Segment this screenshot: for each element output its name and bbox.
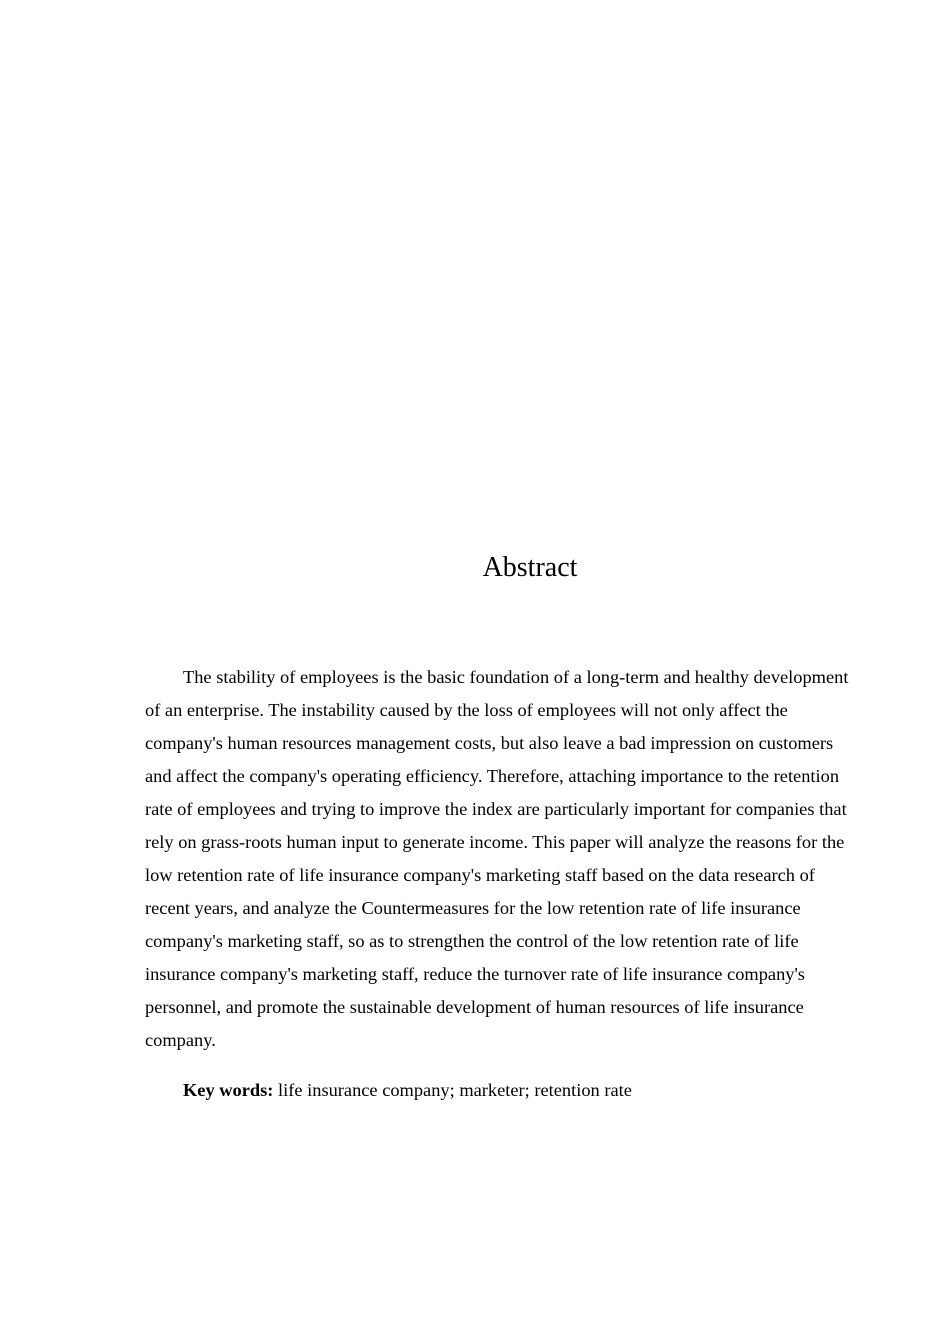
keywords-value: life insurance company; marketer; retention rate — [278, 1080, 632, 1100]
abstract-body: The stability of employees is the basic foundation of a long-term and healthy development of an enterprise. The instability caused by the loss of employees will not only affect the company's human resources management costs, but also leave a bad impression on customers and affect the company's operating efficiency. Therefore, attaching importance to the retention rate of employees and trying to improve the index are particularly important for companies that rely on grass-roots human input to generate income. This paper will analyze the reasons for the low retention rate of life insurance company's marketing staff based on the data research of recent years, and analyze the Countermeasures for the low retention rate of life insurance company's marketing staff, so as to strengthen the control of the low retention rate of life insurance company's marketing staff, reduce the turnover rate of life insurance company's personnel, and promote the sustainable development of human resources of life insurance company. — [145, 667, 849, 1050]
keywords-label: Key words: — [183, 1080, 274, 1100]
keywords-line — [145, 1074, 860, 1107]
abstract-title: Abstract — [482, 552, 578, 583]
